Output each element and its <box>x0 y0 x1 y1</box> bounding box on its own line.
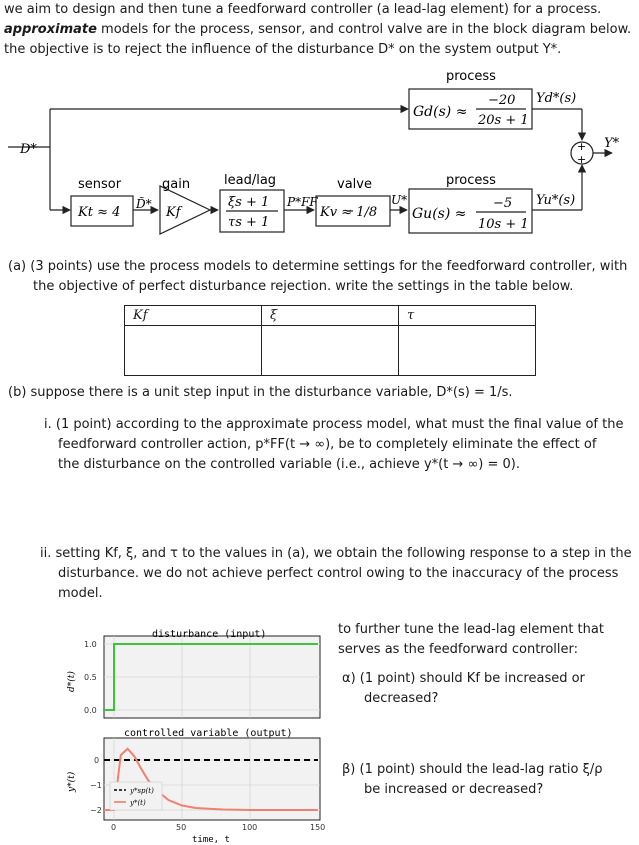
y-label: Y* <box>604 136 620 151</box>
top-ylabel: d*(t) <box>67 671 77 692</box>
leadlag-numerator: ξs + 1 <box>228 195 270 210</box>
bottom-ylabel: y*(t) <box>67 771 77 792</box>
part-bi-line-2: feedforward controller action, p*FF(t → ∞), be to completely eliminate the effect of <box>58 437 597 452</box>
bottom-ytick-3: −2 <box>90 806 102 815</box>
table-cell-kf[interactable] <box>125 326 262 376</box>
gain-label: gain <box>162 177 191 192</box>
tuning-intro-2: serves as the feedforward controller: <box>338 642 579 657</box>
process-bottom-label: process <box>446 173 496 188</box>
gd-denominator: 20s + 1 <box>478 113 529 128</box>
top-panel-title: disturbance (input) <box>152 629 267 640</box>
leadlag-label: lead/lag <box>224 173 277 188</box>
valve-label: valve <box>337 177 372 192</box>
gd-numerator: −20 <box>488 93 516 108</box>
part-bii-line-2: disturbance. we do not achieve perfect control owing to the inaccuracy of the process <box>58 566 619 581</box>
gu-numerator: −5 <box>493 196 513 211</box>
sensor-tf: Kt ≈ 4 <box>78 205 121 220</box>
part-bii-line-1: ii. setting Kf, ξ, and τ to the values in (a), we obtain the following response to a step in the <box>40 546 632 561</box>
xtick-100: 100 <box>242 823 258 832</box>
block-diagram <box>0 64 639 250</box>
part-bi-line-3: the disturbance on the controlled variable (i.e., achieve y*(t → ∞) = 0). <box>58 457 520 472</box>
legend-setpoint-label: y*sp(t) <box>130 787 154 795</box>
table-cell-tau[interactable] <box>399 326 536 376</box>
bottom-ytick-2: −1 <box>90 781 102 790</box>
top-ytick-2: 0.5 <box>84 673 97 682</box>
beta-line-1: β) (1 point) should the lead-lag ratio ξ/ρ <box>342 762 603 777</box>
part-bii-line-3: model. <box>58 586 103 601</box>
valve-tf: Kv ≈ 1/8 <box>320 205 378 220</box>
sensor-label: sensor <box>78 177 122 192</box>
table-header-xi: ξ <box>262 306 399 326</box>
part-a-line-2: the objective of perfect disturbance rejection. write the settings in the table below. <box>33 279 574 294</box>
intro-line-1: we aim to design and then tune a feedforward controller (a lead-lag element) for a process. <box>4 2 602 17</box>
yd-label: Yd*(s) <box>536 91 577 106</box>
response-plot <box>60 620 335 845</box>
tuning-intro-1: to further tune the lead-lag element that <box>338 622 604 637</box>
intro-line-2-rest: models for the process, sensor, and control valve are in the block diagram below. <box>96 22 632 37</box>
intro-emphasis: approximate <box>4 22 97 37</box>
alpha-line-1: α) (1 point) should Kf be increased or <box>342 671 585 686</box>
top-ytick-3: 0.0 <box>84 706 97 715</box>
legend-output-label: y*(t) <box>130 799 146 807</box>
xtick-150: 150 <box>310 823 326 832</box>
process-top-label: process <box>446 69 496 84</box>
part-b-line-1: (b) suppose there is a unit step input in the disturbance variable, D*(s) = 1/s. <box>8 385 513 400</box>
part-bi-line-1: i. (1 point) according to the approximate process model, what must the final value of the <box>44 417 624 432</box>
sum-plus-bottom: + <box>577 153 587 166</box>
intro-line-3: the objective is to reject the influence of the disturbance D* on the system output Y*. <box>4 42 562 57</box>
part-a-line-1: (a) (3 points) use the process models to determine settings for the feedforward controller, with <box>8 259 628 274</box>
table-cell-xi[interactable] <box>262 326 399 376</box>
bottom-ytick-1: 0 <box>94 756 100 765</box>
leadlag-denominator: τs + 1 <box>228 215 270 230</box>
settings-table <box>124 305 536 376</box>
alpha-line-2: decreased? <box>364 691 439 706</box>
pff-label: P*FF <box>287 195 318 209</box>
intro-line-2 <box>4 20 631 39</box>
yu-label: Yu*(s) <box>536 193 576 208</box>
table-header-tau: τ <box>399 306 536 326</box>
gain-tf: Kf <box>166 205 181 220</box>
dtilde-label: D̃* <box>136 197 152 211</box>
gu-tf-label: Gu(s) ≈ <box>412 206 467 222</box>
gd-tf-label: Gd(s) ≈ <box>413 104 468 120</box>
gu-denominator: 10s + 1 <box>478 217 529 232</box>
xtick-0: 0 <box>111 823 117 832</box>
sum-plus-top: + <box>577 140 587 153</box>
bottom-panel-title: controlled variable (output) <box>124 728 293 739</box>
xtick-50: 50 <box>176 823 187 832</box>
top-ytick-1: 1.0 <box>84 640 97 649</box>
u-label: U* <box>391 193 408 207</box>
beta-line-2: be increased or decreased? <box>364 782 544 797</box>
d-label: D* <box>20 142 37 157</box>
x-axis-label: time, t <box>192 835 230 845</box>
table-header-kf: Kf <box>125 306 262 326</box>
